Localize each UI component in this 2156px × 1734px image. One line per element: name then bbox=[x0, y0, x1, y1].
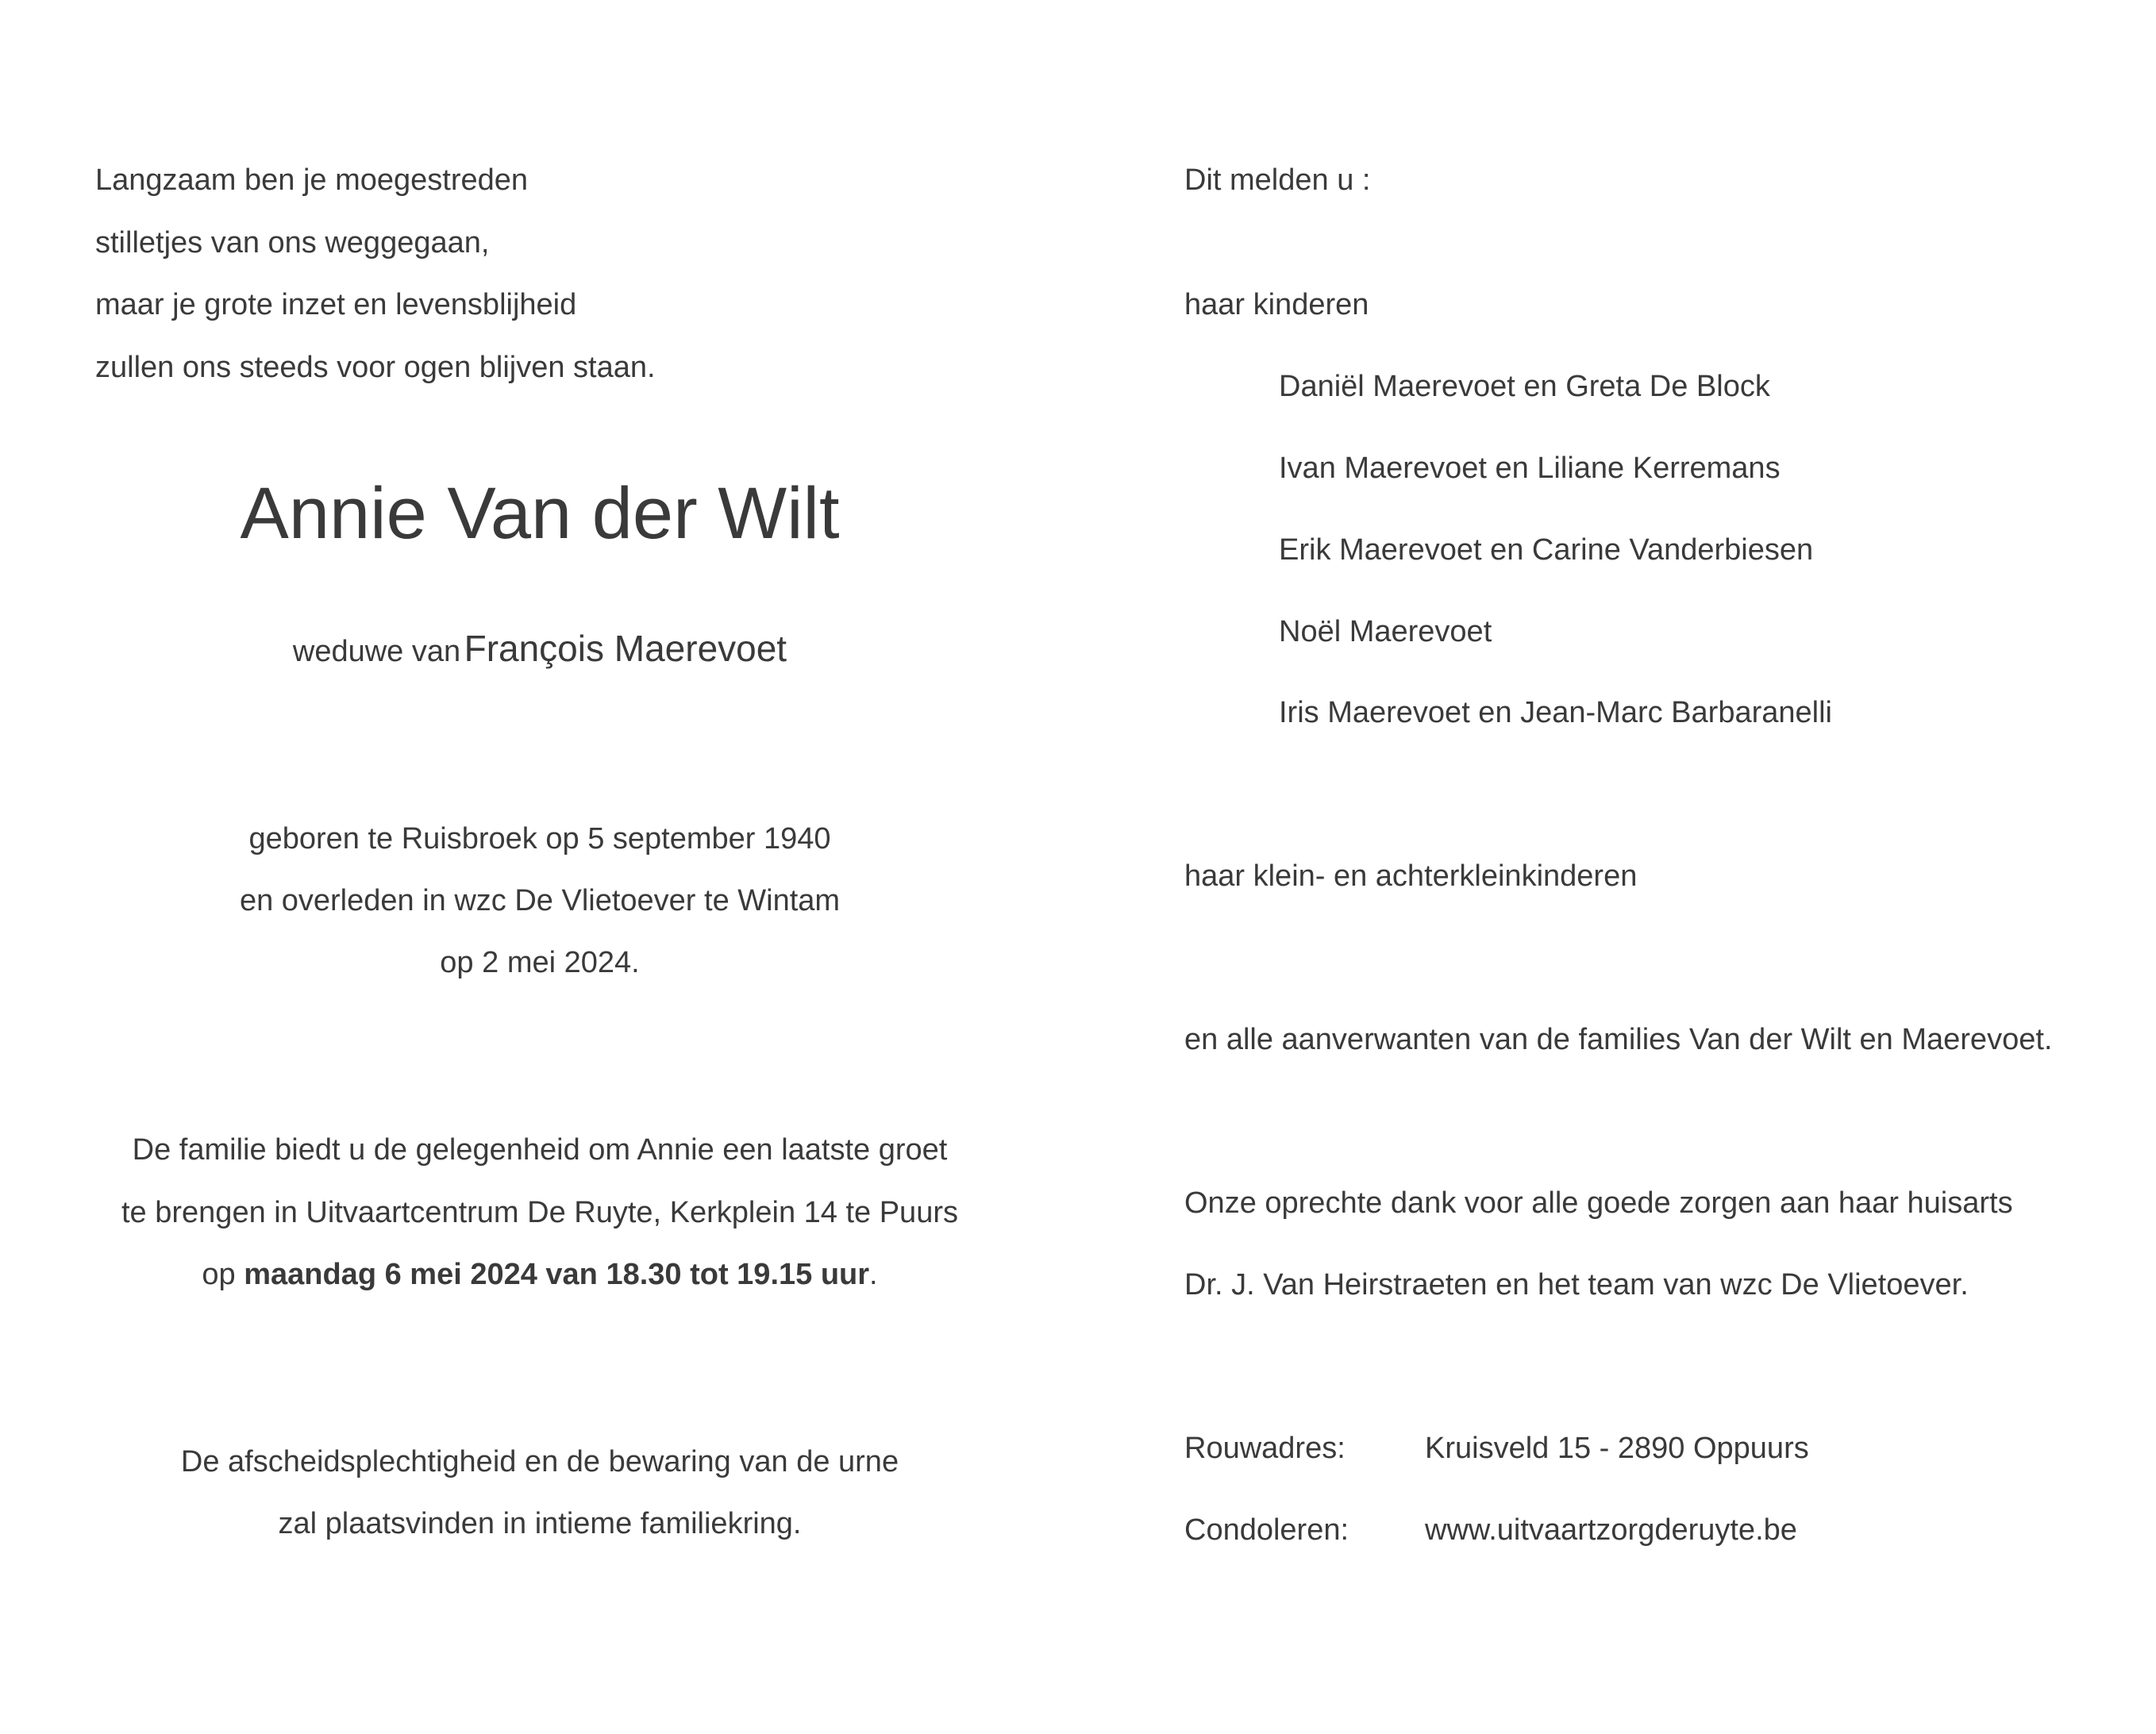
condolence-label: Condoleren: bbox=[1184, 1513, 1349, 1547]
poem-line-1: Langzaam ben je moegestreden bbox=[95, 163, 529, 197]
visit-line-3 bbox=[64, 1257, 1016, 1292]
address-value: Kruisveld 15 - 2890 Oppuurs bbox=[1425, 1432, 1809, 1465]
grandchildren-line: haar klein- en achterkleinkinderen bbox=[1184, 859, 1638, 893]
deceased-name: Annie Van der Wilt bbox=[240, 473, 840, 554]
condolence-link[interactable]: www.uitvaartzorgderuyte.be bbox=[1425, 1513, 1797, 1547]
thanks-line-1: Onze oprechte dank voor alle goede zorgen aan haar huisarts bbox=[1184, 1186, 2013, 1220]
ceremony-line-1: De afscheidsplechtigheid en de bewaring van de urne bbox=[180, 1445, 899, 1478]
widow-line bbox=[64, 627, 1016, 670]
intro-text: Dit melden u : bbox=[1184, 163, 1371, 197]
widow-name: François Maerevoet bbox=[464, 628, 787, 669]
relatives-line: en alle aanverwanten van de families Van der Wilt en Maerevoet. bbox=[1184, 1023, 2053, 1056]
child-3: Erik Maerevoet en Carine Vanderbiesen bbox=[1279, 533, 1814, 567]
child-1: Daniël Maerevoet en Greta De Block bbox=[1279, 370, 1770, 403]
children-label: haar kinderen bbox=[1184, 288, 1369, 321]
poem-line-3: maar je grote inzet en levensblijheid bbox=[95, 288, 577, 321]
birth-line-2: en overleden in wzc De Vlietoever te Wintam bbox=[239, 884, 841, 917]
poem-line-2: stilletjes van ons weggegaan, bbox=[95, 226, 490, 260]
child-2: Ivan Maerevoet en Liliane Kerremans bbox=[1279, 452, 1781, 485]
ceremony-line-2: zal plaatsvinden in intieme familiekring. bbox=[278, 1507, 802, 1540]
visit-datetime: maandag 6 mei 2024 van 18.30 tot 19.15 uur bbox=[244, 1258, 870, 1291]
visit-line-1: De familie biedt u de gelegenheid om Annie een laatste groet bbox=[132, 1133, 948, 1167]
visit-line-3-prefix: op bbox=[202, 1258, 244, 1291]
thanks-line-2: Dr. J. Van Heirstraeten en het team van wzc De Vlietoever. bbox=[1184, 1268, 1969, 1301]
child-5: Iris Maerevoet en Jean-Marc Barbaranelli bbox=[1279, 696, 1832, 729]
poem-line-4: zullen ons steeds voor ogen blijven staan. bbox=[95, 351, 656, 384]
birth-line-3: op 2 mei 2024. bbox=[440, 946, 640, 979]
widow-prefix: weduwe van bbox=[292, 635, 461, 668]
child-4: Noël Maerevoet bbox=[1279, 615, 1492, 648]
address-label: Rouwadres: bbox=[1184, 1432, 1346, 1465]
birth-line-1: geboren te Ruisbroek op 5 september 1940 bbox=[248, 822, 831, 855]
visit-line-3-suffix: . bbox=[869, 1258, 878, 1291]
visit-line-2: te brengen in Uitvaartcentrum De Ruyte, Kerkplein 14 te Puurs bbox=[121, 1196, 958, 1229]
